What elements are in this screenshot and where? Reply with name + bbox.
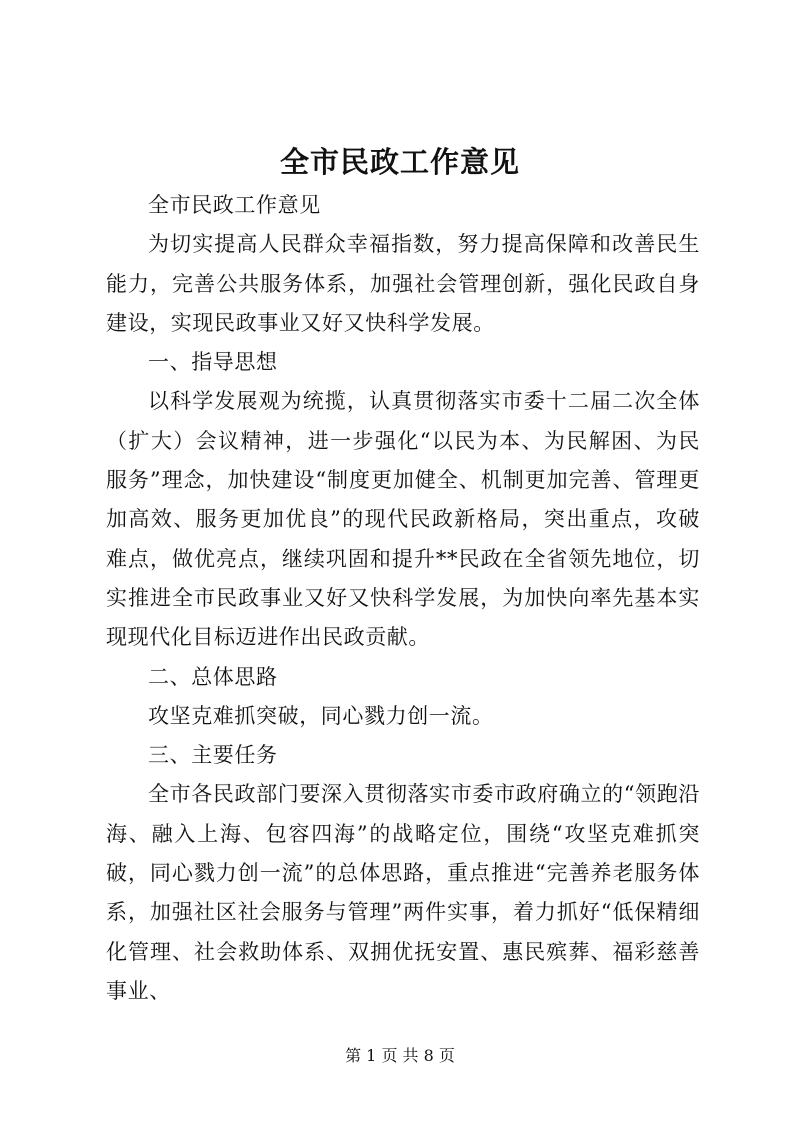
section-heading-main-tasks: 三、主要任务 [148,743,278,768]
paragraph-subtitle: 全市民政工作意见 [148,193,321,217]
document-title: 全市民政工作意见 [279,145,520,179]
paragraph-overall-approach: 攻坚克难抓突破，同心戮力创一流。 [148,703,494,728]
section-heading-overall-approach: 二、总体思路 [148,664,278,689]
section-heading-guiding-ideology: 一、指导思想 [148,350,278,375]
paragraph-intro: 为切实提高人民群众幸福指数，努力提高保障和改善民生能力，完善公共服务体系，加强社会管理创新，强化民政自身建设，实现民政事业又好又快科学发展。 [106,232,700,335]
paragraph-guiding-ideology: 以科学发展观为统揽，认真贯彻落实市委十二届二次全体（扩大）会议精神，进一步强化“以民为本、为民解困、为民服务”理念，加快建设“制度更加健全、机制更加完善、管理更加高效、服务更加优良”的现代民政新格局，突出重点，攻破难点，做优亮点，继续巩固和提升**民政在全省领先地位，切实推进全市民政事业又好又快科学发展，为加快向率先基本实现现代化目标迈进作出民政贡献。 [106,389,700,650]
page-number-footer: 第 1 页 共 8 页 [345,1046,455,1065]
paragraph-main-tasks: 全市各民政部门要深入贯彻落实市委市政府确立的“领跑沿海、融入上海、包容四海”的战略定位，围绕“攻坚克难抓突破，同心戮力创一流”的总体思路，重点推进“完善养老服务体系，加强社区社会服务与管理”两件实事，着力抓好“低保精细化管理、社会救助体系、双拥优抚安置、惠民殡葬、福彩慈善事业、 [106,782,700,1003]
document-body [106,186,700,1011]
